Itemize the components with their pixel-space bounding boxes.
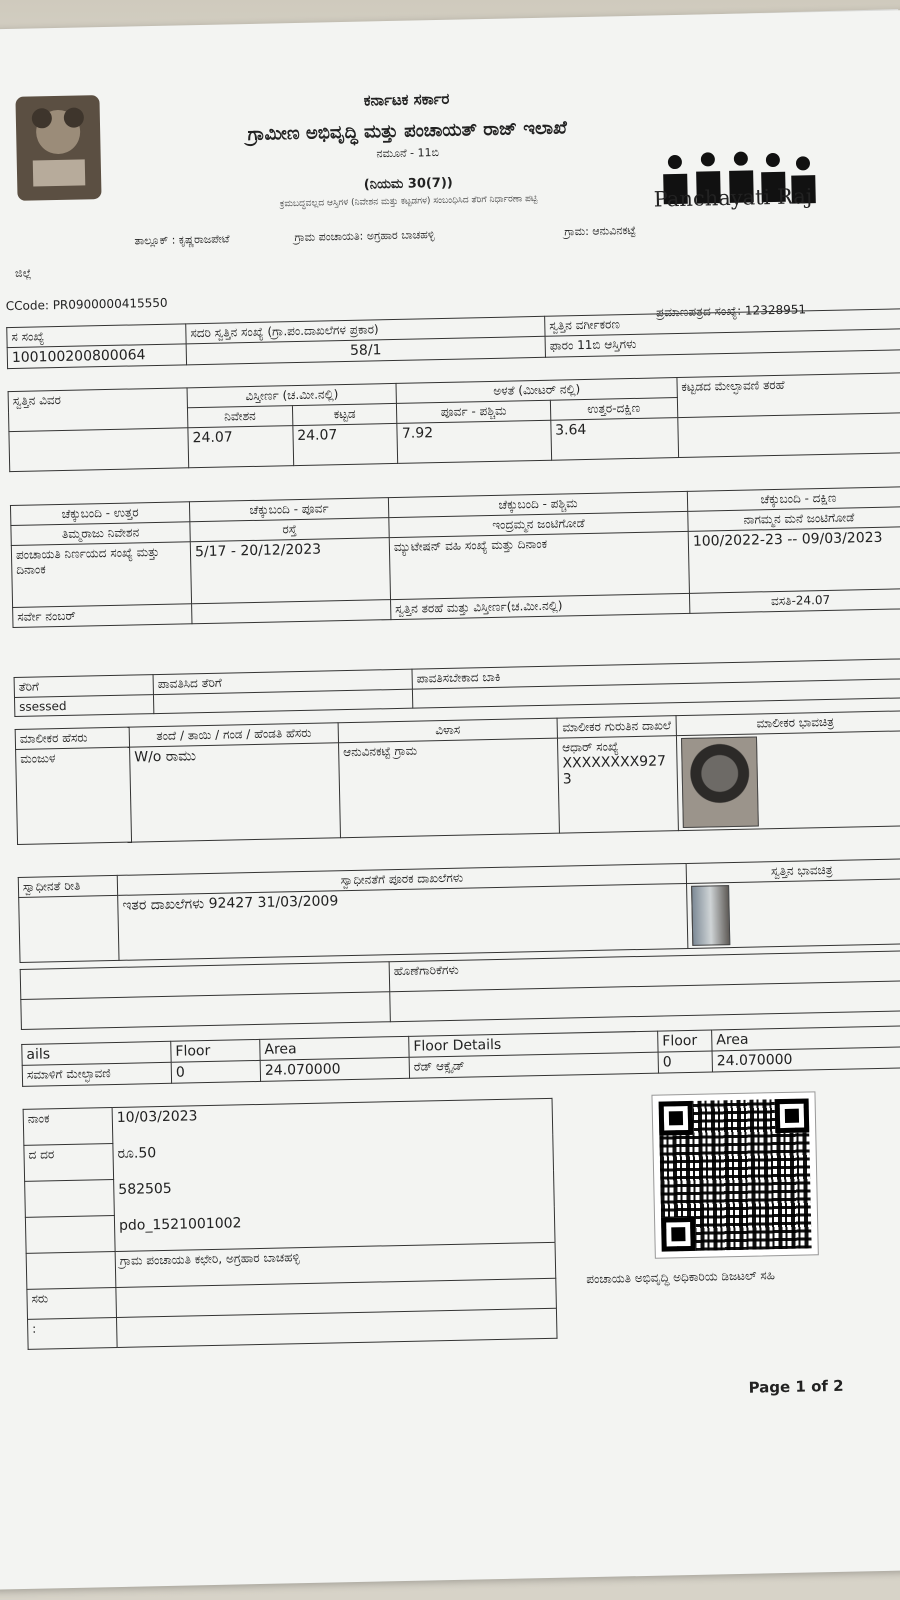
property-number: 58/1 bbox=[186, 336, 545, 365]
form-subtitle: ಕ್ರಮಬದ್ಧವಲ್ಲದ ಆಸ್ತಿಗಳ (ನಿವೇಶನ ಮತ್ತು ಕಟ್ಟಡಗಳ) ಸಂಬಂಧಿಸಿದ ತೆರಿಗೆ ನಿರ್ಧಾರಣಾ ಪಟ್ಟಿ bbox=[279, 193, 538, 210]
district-snippet: ಜಿಲ್ಲೆ bbox=[14, 266, 32, 280]
south-value: ನಾಗಮ್ಮನ ಮನೆ ಜಂಟಿಗೋಡೆ bbox=[688, 507, 900, 532]
site-area: 24.07 bbox=[188, 426, 294, 468]
property-type-label: ಸ್ವತ್ತಿನ ತರಹೆ ಮತ್ತು ವಿಸ್ತೀರ್ಣ(ಚ.ಮೀ.ನಲ್ಲಿ) bbox=[391, 593, 690, 619]
north-value: ತಿಮ್ಮರಾಜು ನಿವೇಶನ bbox=[11, 522, 190, 546]
gram-panchayat-label: ಗ್ರಾಮ ಪಂಚಾಯತಿ: ಅಗ್ರಹಾರ ಬಾಚಹಳ್ಳಿ bbox=[294, 228, 435, 245]
id-label: ಸ ಸಂಖ್ಯೆ bbox=[7, 324, 186, 348]
form-number: ನಮೂನೆ - 11ಬಿ bbox=[376, 145, 440, 161]
area-header: ವಿಸ್ತೀರ್ಣ (ಚ.ಮೀ.ನಲ್ಲಿ) bbox=[187, 383, 397, 407]
govt-title: ಕರ್ನಾಟಕ ಸರ್ಕಾರ bbox=[363, 89, 450, 110]
area-header-left: Area bbox=[260, 1036, 409, 1060]
owner-photo-header: ಮಾಲೀಕರ ಭಾವಚಿತ್ರ bbox=[676, 711, 900, 736]
qr-finder-icon bbox=[775, 1098, 810, 1133]
classification-label: ಸ್ವತ್ತಿನ ವರ್ಗೀಕರಣ bbox=[545, 309, 900, 337]
west-value: ಇಂದ್ರಮ್ಮನ ಜಂಟಿಗೋಡೆ bbox=[389, 511, 688, 537]
pin-value: 582505 bbox=[114, 1170, 555, 1215]
digital-signature-label: ಪಂಚಾಯತಿ ಅಭಿವೃದ್ಧಿ ಅಧಿಕಾರಿಯ ಡಿಜಟಲ್ ಸಹಿ bbox=[586, 1268, 776, 1287]
east-west-value: 7.92 bbox=[397, 420, 551, 463]
building-area: 24.07 bbox=[293, 423, 399, 465]
boundaries-table bbox=[10, 486, 900, 628]
liabilities-table bbox=[20, 950, 900, 1030]
panchayati-raj-logo-icon bbox=[652, 132, 824, 226]
relation-header: ತಂದೆ / ತಾಯಿ / ಗಂಡ / ಹೆಂಡತಿ ಹೆಸರು bbox=[129, 723, 338, 747]
property-table bbox=[6, 308, 900, 369]
dimensions-table bbox=[8, 372, 900, 472]
id-number: XXXXXXXX9273 bbox=[562, 753, 667, 788]
pdo-value: pdo_1521001002 bbox=[114, 1206, 555, 1251]
size-header: ಅಳತೆ (ಮೀಟರ್ ನಲ್ಲಿ) bbox=[396, 378, 677, 404]
owner-photo bbox=[681, 736, 759, 828]
floor-header-right: Floor bbox=[658, 1030, 712, 1052]
assessed-label: ssessed bbox=[14, 695, 153, 717]
floor-type-right: ರೆಡ್ ಆಕ್ಸೈಡ್ bbox=[409, 1052, 658, 1078]
karnataka-emblem-icon bbox=[11, 87, 105, 209]
east-value: ರಸ್ತೆ bbox=[190, 518, 389, 542]
building-type-header: ಕಟ್ಟಡದ ಮೇಲ್ಛಾವಣಿ ತರಹೆ bbox=[677, 373, 900, 418]
taluk-label: ತಾಲ್ಲೂಕ್ : ಕೃಷ್ಣರಾಜಪೇಟೆ bbox=[134, 232, 230, 248]
tax-label: ತೆರಿಗೆ bbox=[14, 675, 153, 698]
panchayati-raj-text: Panchayati Raj bbox=[653, 184, 813, 212]
dept-title: ಗ್ರಾಮೀಣ ಅಭಿವೃದ್ಧಿ ಮತ್ತು ಪಂಚಾಯತ್ ರಾಜ್ ಇಲಾಖೆ bbox=[247, 117, 568, 145]
fee-value: ರೂ.50 bbox=[113, 1134, 554, 1179]
id-document-header: ಮಾಲೀಕರ ಗುರುತಿನ ದಾಖಲೆ bbox=[557, 716, 676, 738]
floor-left: 0 bbox=[171, 1060, 260, 1083]
property-number-label: ಸದರಿ ಸ್ವತ್ತಿನ ಸಂಖ್ಯೆ (ಗ್ರಾ.ಪಂ.ದಾಖಲೆಗಳ ಪ್ರಕಾರ) bbox=[186, 316, 545, 344]
property-type-value: ವಸತಿ-24.07 bbox=[689, 589, 900, 614]
owner-name-header: ಮಾಲೀಕರ ಹೆಸರು bbox=[15, 727, 129, 749]
qr-finder-icon bbox=[661, 1217, 696, 1252]
fee-label: ದ ದರ bbox=[24, 1144, 114, 1182]
village-label: ಗ್ರಾಮ: ಆನುವಿನಕಟ್ಟೆ bbox=[564, 223, 636, 239]
issue-table bbox=[23, 1098, 558, 1350]
floors-table bbox=[21, 1025, 900, 1087]
name-label: ಸರು bbox=[27, 1288, 117, 1320]
ownership-mode-label: ಸ್ವಾಧೀನತೆ ರೀತಿ bbox=[18, 875, 117, 897]
floor-details-left-label: ails bbox=[22, 1041, 171, 1065]
owner-name: ಮಂಜುಳ bbox=[16, 747, 132, 844]
site-header: ನಿವೇಶನ bbox=[187, 406, 292, 428]
south-label: ಚೆಕ್ಕುಬಂದಿ - ದಕ್ಷಿಣ bbox=[687, 487, 900, 512]
tax-due-label: ಪಾವತಿಸಬೇಕಾದ ಬಾಕಿ bbox=[412, 659, 900, 689]
issue-date: 10/03/2023 bbox=[112, 1098, 553, 1143]
relation-name: W/o ರಾಮು bbox=[130, 743, 341, 842]
north-label: ಚೆಕ್ಕುಬಂದಿ - ಉತ್ತರ bbox=[10, 502, 189, 526]
ownership-docs-value: ಇತರ ದಾಖಲೆಗಳು 92427 31/03/2009 bbox=[118, 883, 688, 960]
mutation-label: ಮ್ಯುಟೇಷನ್ ವಹಿ ಸಂಖ್ಯೆ ಮತ್ತು ದಿನಾಂಕ bbox=[389, 531, 689, 599]
floor-right: 0 bbox=[658, 1051, 712, 1073]
colon-label: : bbox=[28, 1318, 118, 1350]
property-photo bbox=[691, 885, 730, 946]
rule-number: (ನಿಯಮ 30(7)) bbox=[363, 175, 453, 193]
property-photo-label: ಸ್ವತ್ತಿನ ಭಾವಚಿತ್ರ bbox=[686, 859, 900, 884]
building-header: ಕಟ್ಟಡ bbox=[292, 403, 397, 425]
certificate-number: ಪ್ರಮಾಣಪತ್ರದ ಸಂಖ್ಯೆ: 12328951 bbox=[655, 302, 807, 320]
west-label: ಚೆಕ್ಕುಬಂದಿ - ಪಶ್ಚಿಮ bbox=[388, 491, 687, 517]
id-type: ಆಧಾರ್ ಸಂಖ್ಯೆ bbox=[562, 739, 619, 755]
floor-header-left: Floor bbox=[171, 1039, 260, 1062]
id-value: 100100200800064 bbox=[7, 344, 186, 369]
qr-finder-icon bbox=[659, 1101, 694, 1136]
address-header: ವಿಳಾಸ bbox=[338, 718, 557, 743]
ccode: CCode: PR0900000415550 bbox=[5, 295, 168, 314]
page-number: Page 1 of 2 bbox=[748, 1376, 844, 1397]
resolution-label: ಪಂಚಾಯತಿ ನಿರ್ಣಯದ ಸಂಖ್ಯೆ ಮತ್ತು ದಿನಾಂಕ bbox=[11, 542, 191, 608]
office-value: ಗ್ರಾಮ ಪಂಚಾಯತಿ ಕಛೇರಿ, ಅಗ್ರಹಾರ ಬಾಚಹಳ್ಳಿ bbox=[115, 1242, 556, 1287]
owner-table bbox=[15, 710, 900, 845]
resolution-value: 5/17 - 20/12/2023 bbox=[190, 538, 390, 604]
north-south-header: ಉತ್ತರ-ದಕ್ಷಿಣ bbox=[550, 398, 678, 421]
survey-label: ಸರ್ವೇ ನಂಬರ್ bbox=[13, 604, 192, 628]
document-page bbox=[0, 10, 900, 1590]
north-south-value: 3.64 bbox=[550, 418, 678, 461]
floor-details-label: Floor Details bbox=[409, 1031, 658, 1057]
area-right: 24.070000 bbox=[712, 1047, 900, 1072]
property-details-label: ಸ್ವತ್ತಿನ ವಿವರ bbox=[8, 388, 188, 432]
qr-code bbox=[652, 1092, 817, 1257]
area-left: 24.070000 bbox=[260, 1057, 409, 1081]
area-header-right: Area bbox=[712, 1026, 900, 1051]
paid-tax-label: ಪಾವತಿಸಿದ ತೆರಿಗೆ bbox=[153, 669, 412, 694]
classification-value: ಫಾರಂ 11ಬಿ ಆಸ್ತಿಗಳು bbox=[545, 329, 900, 358]
liabilities-label: ಹೊಣೆಗಾರಿಕೆಗಳು bbox=[389, 951, 900, 992]
ownership-table bbox=[18, 858, 900, 963]
date-label: ನಾಂಕ bbox=[23, 1108, 113, 1146]
east-label: ಚೆಕ್ಕುಬಂದಿ - ಪೂರ್ವ bbox=[189, 498, 388, 522]
ownership-docs-label: ಸ್ವಾಧೀನತೆಗೆ ಪೂರಕ ದಾಖಲೆಗಳು bbox=[117, 863, 686, 895]
east-west-header: ಪೂರ್ವ - ಪಶ್ಚಿಮ bbox=[397, 400, 551, 423]
owner-address: ಆನುವಿನಕಟ್ಟೆ ಗ್ರಾಮ bbox=[339, 738, 560, 838]
mutation-value: 100/2022-23 -- 09/03/2023 bbox=[688, 527, 900, 594]
roof-type-left: ಸಮಾಳಿಗೆ ಮೇಲ್ಛಾವಣಿ bbox=[22, 1062, 171, 1086]
tax-table bbox=[14, 658, 900, 717]
